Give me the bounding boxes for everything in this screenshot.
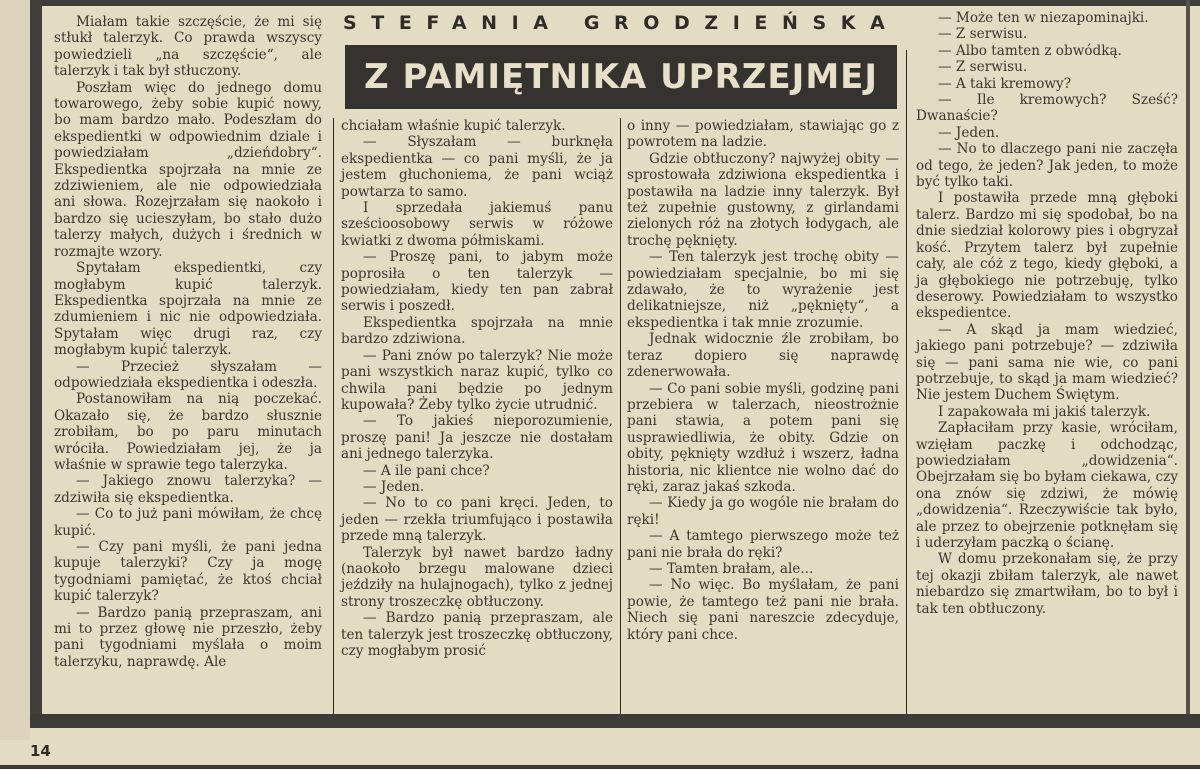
paragraph: — No to dlaczego pani nie zaczęła od tego, że jeden? Jak jeden, to może być tylko taki. [916, 141, 1178, 191]
paragraph: — Czy pani myśli, że pani jedna kupuje talerzyki? Czy ja mogę tygodniami pamiętać, że ktoś chciał kupić talerzyk? [54, 539, 322, 605]
frame-top-border [30, 0, 1200, 6]
paragraph: — Ile kremowych? Sześć? Dwanaście? [916, 92, 1178, 125]
scan-edge [0, 765, 1200, 769]
column-rule [906, 50, 907, 714]
paragraph: — Z serwisu. [938, 26, 1028, 43]
paragraph: — Jeden. [363, 478, 425, 495]
paragraph: — Proszę pani, to jabym może poprosiła o ten talerzyk — powiedziałam, kiedy ten pan zabrał serwis i poszedł. [341, 249, 613, 315]
author-name: STEFANIA GRODZIEŃSKA [343, 12, 900, 34]
paragraph: Poszłam więc do jednego domu towarowego, żeby sobie kupić nowy, bo mam bardzo mało. Podeszłam do ekspedientki w odpowiednim dziale i powiedziałam „dzieńdobry“. Ekspedientka spojrzała na mnie ze zdziwieniem, ale nie odpowiedziała ani słowa. Rozejrzałam się naokoło i bardzo się ucieszyłam, bo stało dużo talerzy małych, dużych i średnich w rozmajte wzory. [54, 79, 322, 260]
paragraph: — To jakieś nieporozumienie, proszę pani! Ja jeszcze nie dostałam ani jednego talerzyka. [341, 413, 613, 463]
paragraph: — Jakiego znowu talerzyka? — zdziwiła się ekspedientka. [54, 473, 322, 506]
paragraph: Gdzie obtłuczony? najwyżej obity — sprostowała zdziwiona ekspedientka i postawiła na ladzie inny talerzyk. Był też zupełnie gustowny, z girlandami zielonych róż na złotych łodygach, ale trochę pęknięty. [627, 150, 899, 249]
paragraph: I postawiła przede mną głęboki talerz. Bardzo mi się spodobał, bo na dnie siedział kolorowy pies i obgryzał kość. Przytem talerz był zupełnie cały, ale cóż z tego, kiedy głęboki, a ja głębokiego nie potrzebuję, tylko deserowy. Powiedziałam to wszystko ekspedientce. [916, 190, 1178, 322]
paragraph: — Z serwisu. [938, 59, 1028, 76]
paragraph: W domu przekonałam się, że przy tej okazji zbiłam talerzyk, ale nawet niebardzo się zmartwiłam, bo to był i tak ten obtłuczony. [916, 551, 1178, 617]
paragraph: Ekspedientka spojrzała na mnie bardzo zdziwiona. [341, 314, 613, 348]
paragraph: Postanowiłam na nią poczekać. Okazało się, że bardzo słusznie zrobiłam, bo po paru minutach wróciła. Powiedziałam jej, że ja właśnie w sprawie tego talerzyka. [54, 391, 322, 473]
paragraph: — No więc. Bo myślałam, że pani powie, że tamtego też pani nie brała. Niech się pani nareszcie zdecyduje, który pani chce. [627, 577, 899, 643]
paragraph: — Ten talerzyk jest trochę obity — powiedziałam specjalnie, bo mi się zdawało, że to wyrażenie jest delikatniejsze, niż „pęknięty“, a ekspedientka i tak mnie zrozumie. [627, 249, 899, 331]
text-column-1 [54, 14, 322, 670]
column-rule [620, 118, 621, 714]
text-column-4 [916, 10, 1178, 617]
frame-bottom-border [30, 714, 1200, 728]
paragraph: chciałam właśnie kupić talerzyk. [341, 118, 566, 134]
paragraph: — Co pani sobie myśli, godzinę pani przebiera w talerzach, nieostrożnie pani stawia, a potem pani się usprawiedliwia, że obity. Gdzie on obity, pęknięty wzdłuż i wszerz, ładna historia, nic klientce nie wolno dać do ręki, zaraz jakaś szkoda. [627, 380, 899, 495]
paragraph: — Jeden. [938, 124, 1000, 141]
paragraph: Miałam takie szczęście, że mi się stłukł talerzyk. Co prawda wszyscy powiedzieli „na szczęście“, ale talerzyk i tak był stłuczony. [54, 14, 322, 80]
paragraph: — Tamten brałam, ale... [649, 560, 814, 577]
paragraph: Spytałam ekspedientki, czy mogłabym kupić talerzyk. Ekspedientka spojrzała na mnie ze zdumieniem i nic nie odpowiedziała. Spytałam więc drugi raz, czy mogłabym kupić talerzyk. [54, 260, 322, 359]
paragraph: — Pani znów po talerzyk? Nie może pani wszystkich naraz kupić, tylko co chwila pani będzie po jednym kupowała? Żeby tylko życie utrudnić. [341, 347, 613, 413]
paragraph: — A taki kremowy? [938, 75, 1071, 92]
paragraph: — A skąd ja mam wiedzieć, jakiego pani potrzebuje? — zdziwiła się — pani sama nie wie, co pani potrzebuje, to skąd ja mam wiedzieć? Nie jestem Duchem Świętym. [916, 321, 1178, 404]
paragraph: — Może ten w niezapominajki. [938, 10, 1149, 26]
page-number: 14 [30, 742, 51, 760]
paragraph: — Bardzo panią przepraszam, ale ten talerzyk jest troszeczkę obtłuczony, czy mogłabym prosić [341, 610, 613, 659]
text-column-3 [627, 118, 899, 643]
paragraph: Zapłaciłam przy kasie, wróciłam, wzięłam paczkę i odchodząc, powiedziałam „dowidzenia“. Obejrzałam się bo byłam ciekawa, czy ona znów się zdziwi, że mówię „dowidzenia“. Rzeczywiście tak było, ale przez to obejrzenie potknęłam się i uderzyłam paczką o ścianę. [916, 420, 1178, 551]
paragraph: — Kiedy ja go wogóle nie brałam do ręki! [627, 495, 899, 528]
title-banner [345, 45, 897, 109]
frame-right-border [1186, 0, 1190, 728]
article-title: Z PAMIĘTNIKA UPRZEJMEJ [363, 57, 879, 97]
paragraph: — Przecież słyszałam — odpowiedziała ekspedientka i odeszła. [54, 358, 322, 391]
column-rule [333, 118, 334, 714]
paragraph: — Co to już pani mówiłam, że chcę kupić. [54, 506, 322, 539]
frame-left-border [30, 0, 42, 728]
paragraph: — Bardzo panią przepraszam, ani mi to przez głowę nie przeszło, żeby pani tygodniami myślała o moim talerzyku, naprawdę. Ale [54, 604, 322, 670]
paragraph: — Słyszałam — burknęła ekspedientka — co pani myśli, że ja jestem głuchoniema, że pani wciąż powtarza to samo. [341, 134, 613, 200]
page-margin [0, 0, 30, 740]
paragraph: Jednak widocznie źle zrobiłam, bo teraz dopiero się naprawdę zdenerwowała. [627, 331, 899, 381]
text-column-2 [341, 118, 613, 659]
paragraph: — A ile pani chce? [363, 462, 490, 479]
paragraph: — No to co pani kręci. Jeden, to jeden — rzekła triumfująco i postawiła przede mną talerzyk. [341, 495, 613, 545]
paragraph: I sprzedała jakiemuś panu sześcioosobowy serwis w różowe kwiatki z dwoma półmiskami. [341, 200, 613, 249]
paragraph: I zapakowała mi jakiś talerzyk. [938, 403, 1151, 420]
paragraph: — Albo tamten z obwódką. [938, 42, 1122, 59]
paragraph: Talerzyk był nawet bardzo ładny (naokoło brzegu malowane dzieci jeździły na hulajnogach), tylko z jednej strony troszeczkę obtłuczony. [341, 544, 613, 610]
paragraph: — A tamtego pierwszego może też pani nie brała do ręki? [627, 528, 899, 561]
paragraph: o inny — powiedziałam, stawiając go z powrotem na ladzie. [627, 118, 899, 151]
